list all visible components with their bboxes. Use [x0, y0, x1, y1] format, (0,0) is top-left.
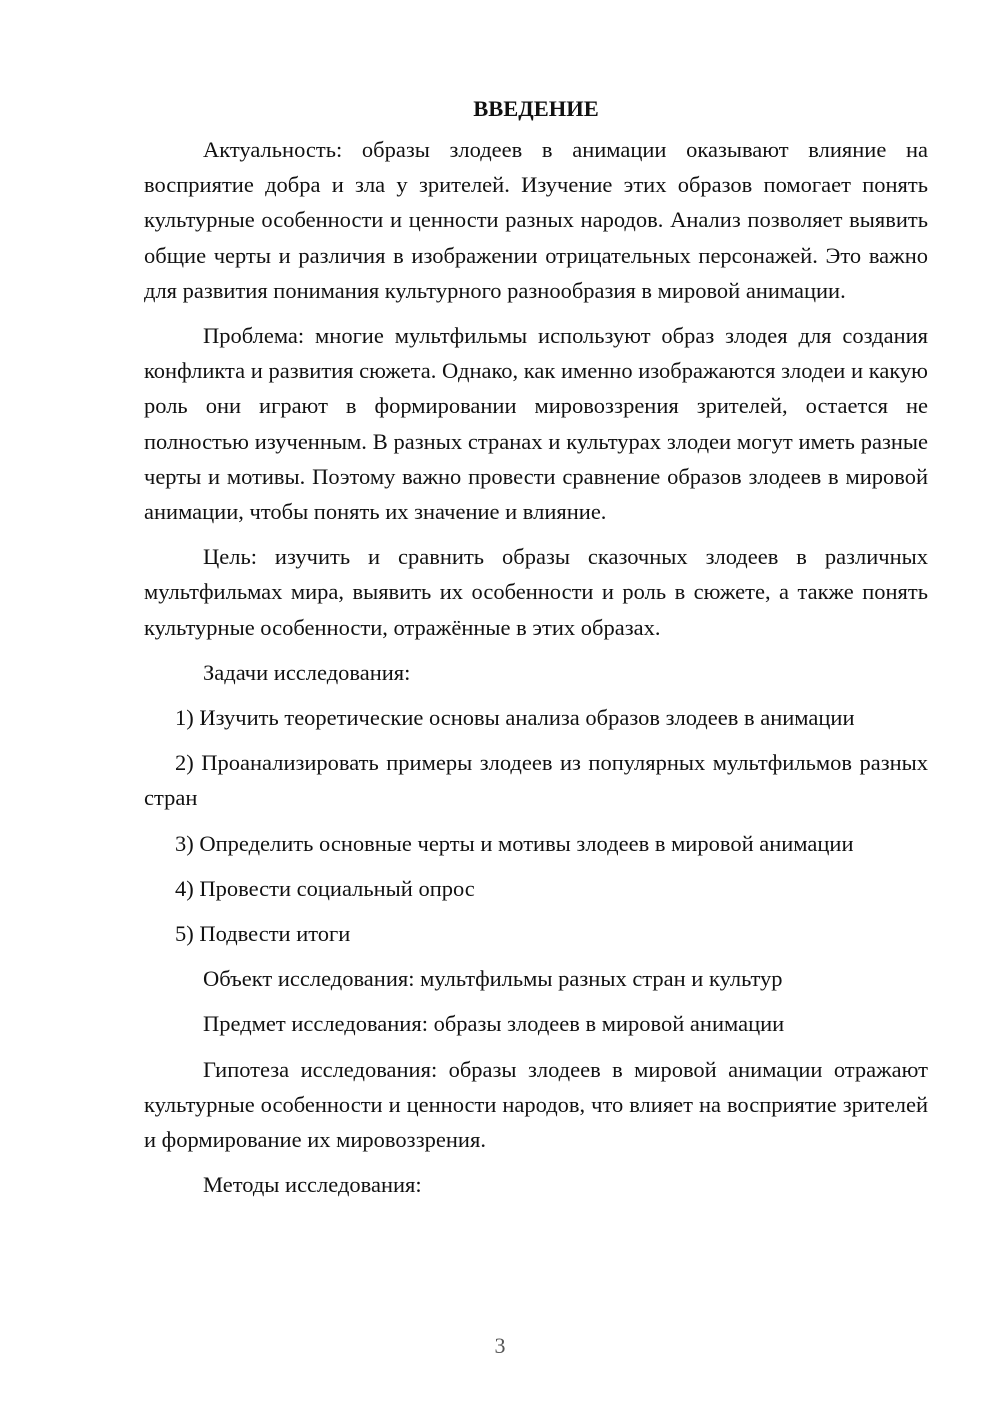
task-item-3: 3) Определить основные черты и мотивы злодеев в мировой анимации — [175, 830, 854, 856]
tasks-heading: Задачи исследования: — [203, 659, 411, 685]
task-item-2: 2) Проанализировать примеры злодеев из популярных мультфильмов разных стран — [144, 750, 928, 811]
task-item-5: 5) Подвести итоги — [175, 921, 351, 947]
paragraph-subject: Предмет исследования: образы злодеев в мировой анимации — [203, 1011, 785, 1037]
page-title: ВВЕДЕНИЕ — [473, 96, 599, 121]
paragraph-methods: Методы исследования: — [203, 1172, 422, 1198]
document-page — [144, 92, 928, 1212]
task-item-4: 4) Провести социальный опрос — [175, 875, 475, 901]
paragraph-hypothesis: Гипотеза исследования: образы злодеев в мировой анимации отражают культурные особенности и ценности народов, что влияет на восприятие зрителей и формирование их мировоззрения. — [144, 1056, 928, 1153]
page-number: 3 — [494, 1333, 506, 1358]
task-item-1: 1) Изучить теоретические основы анализа образов злодеев в анимации — [175, 705, 855, 731]
paragraph-object: Объект исследования: мультфильмы разных стран и культур — [203, 966, 783, 992]
paragraph-problem: Проблема: многие мультфильмы используют образ злодея для создания конфликта и развития сюжета. Однако, как именно изображаются злодеи и какую роль они играют в формировании мировоззрения зрителей, остается не полностью изученным. В разных странах и культурах злодеи могут иметь разные черты и мотивы. Поэтому важно провести сравнение образов злодеев в мировой анимации, чтобы понять их значение и влияние. — [144, 323, 928, 525]
paragraph-relevance: Актуальность: образы злодеев в анимации оказывают влияние на восприятие добра и зла у зрителей. Изучение этих образов помогает понять культурные особенности и ценности разных народов. Анализ позволяет выявить общие черты и различия в изображении отрицательных персонажей. Это важно для развития понимания культурного разнообразия в мировой анимации. — [144, 137, 928, 303]
paragraph-goal: Цель: изучить и сравнить образы сказочных злодеев в различных мультфильмах мира, выявить их особенности и роль в сюжете, а также понять культурные особенности, отражённые в этих образах. — [144, 544, 928, 640]
